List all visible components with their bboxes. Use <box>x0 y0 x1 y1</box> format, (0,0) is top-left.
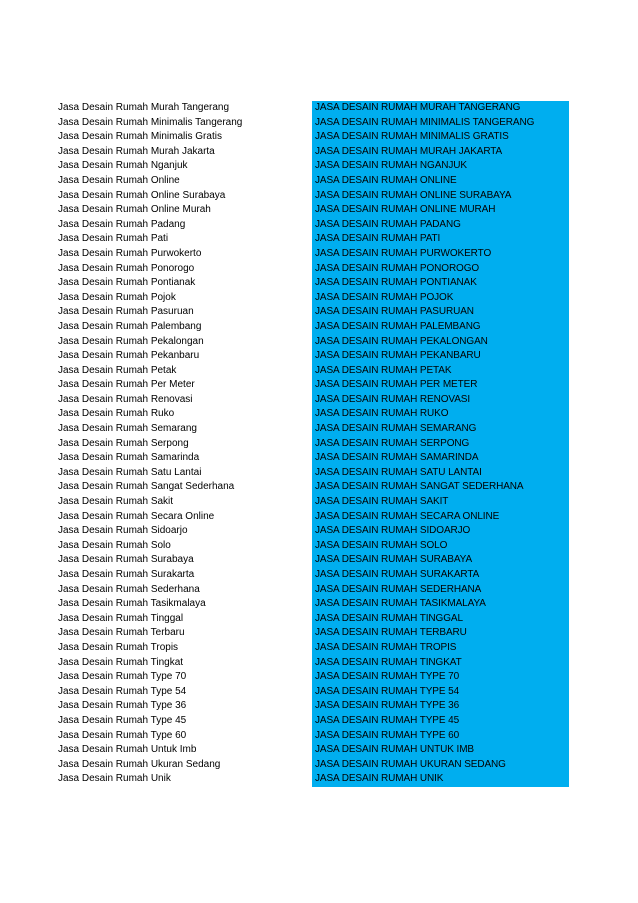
keyword-uppercase-cell[interactable]: JASA DESAIN RUMAH MINIMALIS GRATIS <box>315 131 509 143</box>
keyword-cell[interactable]: Jasa Desain Rumah Serpong <box>58 437 189 449</box>
keyword-cell[interactable]: Jasa Desain Rumah Ponorogo <box>58 262 195 274</box>
keyword-cell[interactable]: Jasa Desain Rumah Murah Tangerang <box>58 102 230 113</box>
keyword-cell[interactable]: Jasa Desain Rumah Semarang <box>58 423 197 435</box>
keyword-cell[interactable]: Jasa Desain Rumah Tasikmalaya <box>58 598 206 610</box>
keyword-cell[interactable]: Jasa Desain Rumah Padang <box>58 218 186 230</box>
keyword-uppercase-cell[interactable]: JASA DESAIN RUMAH TYPE 45 <box>315 714 460 726</box>
keyword-uppercase-cell[interactable]: JASA DESAIN RUMAH POJOK <box>315 291 454 303</box>
keyword-uppercase-cell[interactable]: JASA DESAIN RUMAH PONTIANAK <box>315 277 477 289</box>
keyword-cell[interactable]: Jasa Desain Rumah Pati <box>58 233 169 245</box>
keyword-uppercase-cell[interactable]: JASA DESAIN RUMAH PADANG <box>315 218 461 230</box>
keyword-cell[interactable]: Jasa Desain Rumah Untuk Imb <box>58 744 197 756</box>
keyword-uppercase-cell[interactable]: JASA DESAIN RUMAH SAMARINDA <box>315 452 479 464</box>
keyword-uppercase-cell[interactable]: JASA DESAIN RUMAH PASURUAN <box>315 306 474 318</box>
keyword-cell[interactable]: Jasa Desain Rumah Solo <box>58 539 171 551</box>
keyword-uppercase-cell[interactable]: JASA DESAIN RUMAH UNTUK IMB <box>315 744 474 756</box>
keyword-cell[interactable]: Jasa Desain Rumah Online Surabaya <box>58 189 226 201</box>
keyword-uppercase-cell[interactable]: JASA DESAIN RUMAH SEDERHANA <box>315 583 482 595</box>
keyword-cell[interactable]: Jasa Desain Rumah Minimalis Tangerang <box>58 116 243 128</box>
keyword-cell[interactable]: Jasa Desain Rumah Sederhana <box>58 583 200 595</box>
keyword-cell[interactable]: Jasa Desain Rumah Nganjuk <box>58 160 188 172</box>
keyword-cell[interactable]: Jasa Desain Rumah Pekanbaru <box>58 350 200 362</box>
keyword-uppercase-cell[interactable]: JASA DESAIN RUMAH TROPIS <box>315 641 457 653</box>
keyword-uppercase-cell[interactable]: JASA DESAIN RUMAH UNIK <box>315 773 444 785</box>
keyword-uppercase-cell[interactable]: JASA DESAIN RUMAH PONOROGO <box>315 262 480 274</box>
keyword-cell[interactable]: Jasa Desain Rumah Tinggal <box>58 612 184 624</box>
keyword-cell[interactable]: Jasa Desain Rumah Samarinda <box>58 452 200 464</box>
keyword-cell[interactable]: Jasa Desain Rumah Type 54 <box>58 685 187 697</box>
keyword-cell[interactable]: Jasa Desain Rumah Pojok <box>58 291 176 303</box>
keyword-cell[interactable]: Jasa Desain Rumah Murah Jakarta <box>58 145 215 157</box>
keyword-uppercase-cell[interactable]: JASA DESAIN RUMAH PALEMBANG <box>315 320 481 332</box>
keyword-cell[interactable]: Jasa Desain Rumah Type 36 <box>58 700 187 712</box>
keyword-cell[interactable]: Jasa Desain Rumah Renovasi <box>58 393 193 405</box>
keyword-cell[interactable]: Jasa Desain Rumah Type 45 <box>58 714 187 726</box>
keyword-uppercase-cell[interactable]: JASA DESAIN RUMAH PURWOKERTO <box>315 247 492 259</box>
keyword-uppercase-cell[interactable]: JASA DESAIN RUMAH SOLO <box>315 539 448 551</box>
keyword-uppercase-cell[interactable]: JASA DESAIN RUMAH TYPE 60 <box>315 729 460 741</box>
keyword-cell[interactable]: Jasa Desain Rumah Sakit <box>58 496 174 508</box>
keyword-sheet <box>57 101 569 787</box>
keyword-uppercase-cell[interactable]: JASA DESAIN RUMAH RUKO <box>315 408 449 420</box>
keyword-cell[interactable]: Jasa Desain Rumah Sangat Sederhana <box>58 481 235 493</box>
keyword-uppercase-cell[interactable]: JASA DESAIN RUMAH TYPE 36 <box>315 700 460 712</box>
keyword-uppercase-cell[interactable]: JASA DESAIN RUMAH PEKANBARU <box>315 350 481 362</box>
keyword-cell[interactable]: Jasa Desain Rumah Satu Lantai <box>58 466 202 478</box>
keyword-cell[interactable]: Jasa Desain Rumah Per Meter <box>58 379 195 391</box>
keyword-cell[interactable]: Jasa Desain Rumah Sidoarjo <box>58 525 188 537</box>
keyword-cell[interactable]: Jasa Desain Rumah Surabaya <box>58 554 194 566</box>
keyword-cell[interactable]: Jasa Desain Rumah Online <box>58 174 180 186</box>
keyword-uppercase-cell[interactable]: JASA DESAIN RUMAH SIDOARJO <box>315 525 471 537</box>
keyword-uppercase-cell[interactable]: JASA DESAIN RUMAH TYPE 54 <box>315 685 460 697</box>
keyword-cell[interactable]: Jasa Desain Rumah Online Murah <box>58 204 211 216</box>
keyword-uppercase-cell[interactable]: JASA DESAIN RUMAH ONLINE <box>315 174 457 186</box>
right-column-highlighted <box>312 101 569 787</box>
keyword-cell[interactable]: Jasa Desain Rumah Type 70 <box>58 671 187 683</box>
keyword-cell[interactable]: Jasa Desain Rumah Secara Online <box>58 510 215 522</box>
keyword-uppercase-cell[interactable]: JASA DESAIN RUMAH SECARA ONLINE <box>315 510 500 522</box>
left-column <box>57 101 312 787</box>
keyword-cell[interactable]: Jasa Desain Rumah Petak <box>58 364 177 376</box>
keyword-uppercase-cell[interactable]: JASA DESAIN RUMAH ONLINE SURABAYA <box>315 189 512 201</box>
keyword-uppercase-cell[interactable]: JASA DESAIN RUMAH MURAH TANGERANG <box>315 102 521 113</box>
keyword-cell[interactable]: Jasa Desain Rumah Pontianak <box>58 277 196 289</box>
keyword-cell[interactable]: Jasa Desain Rumah Ruko <box>58 408 175 420</box>
keyword-cell[interactable]: Jasa Desain Rumah Tropis <box>58 641 179 653</box>
keyword-uppercase-cell[interactable]: JASA DESAIN RUMAH SURAKARTA <box>315 569 480 580</box>
keyword-uppercase-cell[interactable]: JASA DESAIN RUMAH TASIKMALAYA <box>315 598 486 610</box>
keyword-uppercase-cell[interactable]: JASA DESAIN RUMAH TINGGAL <box>315 612 463 624</box>
keyword-cell[interactable]: Jasa Desain Rumah Purwokerto <box>58 247 202 259</box>
keyword-cell[interactable]: Jasa Desain Rumah Surakarta <box>58 569 195 580</box>
keyword-uppercase-cell[interactable]: JASA DESAIN RUMAH SERPONG <box>315 437 470 449</box>
keyword-uppercase-cell[interactable]: JASA DESAIN RUMAH TINGKAT <box>315 656 462 668</box>
keyword-cell[interactable]: Jasa Desain Rumah Terbaru <box>58 627 185 639</box>
keyword-uppercase-cell[interactable]: JASA DESAIN RUMAH SURABAYA <box>315 554 473 566</box>
keyword-cell[interactable]: Jasa Desain Rumah Minimalis Gratis <box>58 131 222 143</box>
keyword-uppercase-cell[interactable]: JASA DESAIN RUMAH SEMARANG <box>315 423 477 435</box>
keyword-uppercase-cell[interactable]: JASA DESAIN RUMAH SAKIT <box>315 496 449 508</box>
keyword-uppercase-cell[interactable]: JASA DESAIN RUMAH PEKALONGAN <box>315 335 488 347</box>
keyword-uppercase-cell[interactable]: JASA DESAIN RUMAH MINIMALIS TANGERANG <box>315 116 535 128</box>
keyword-uppercase-cell[interactable]: JASA DESAIN RUMAH SATU LANTAI <box>315 466 482 478</box>
keyword-cell[interactable]: Jasa Desain Rumah Palembang <box>58 320 202 332</box>
keyword-uppercase-cell[interactable]: JASA DESAIN RUMAH ONLINE MURAH <box>315 204 496 216</box>
keyword-cell[interactable]: Jasa Desain Rumah Ukuran Sedang <box>58 758 221 770</box>
keyword-cell[interactable]: Jasa Desain Rumah Pekalongan <box>58 335 204 347</box>
keyword-uppercase-cell[interactable]: JASA DESAIN RUMAH RENOVASI <box>315 393 471 405</box>
keyword-uppercase-cell[interactable]: JASA DESAIN RUMAH TYPE 70 <box>315 671 460 683</box>
keyword-uppercase-cell[interactable]: JASA DESAIN RUMAH PATI <box>315 233 441 245</box>
keyword-cell[interactable]: Jasa Desain Rumah Type 60 <box>58 729 187 741</box>
keyword-cell[interactable]: Jasa Desain Rumah Pasuruan <box>58 306 194 318</box>
keyword-uppercase-cell[interactable]: JASA DESAIN RUMAH PER METER <box>315 379 478 391</box>
keyword-cell[interactable]: Jasa Desain Rumah Tingkat <box>58 656 184 668</box>
keyword-uppercase-cell[interactable]: JASA DESAIN RUMAH NGANJUK <box>315 160 467 172</box>
keyword-uppercase-cell[interactable]: JASA DESAIN RUMAH SANGAT SEDERHANA <box>315 481 524 493</box>
keyword-uppercase-cell[interactable]: JASA DESAIN RUMAH UKURAN SEDANG <box>315 758 506 770</box>
keyword-uppercase-cell[interactable]: JASA DESAIN RUMAH MURAH JAKARTA <box>315 145 503 157</box>
keyword-uppercase-cell[interactable]: JASA DESAIN RUMAH PETAK <box>315 364 452 376</box>
keyword-uppercase-cell[interactable]: JASA DESAIN RUMAH TERBARU <box>315 627 467 639</box>
keyword-cell[interactable]: Jasa Desain Rumah Unik <box>58 773 171 785</box>
